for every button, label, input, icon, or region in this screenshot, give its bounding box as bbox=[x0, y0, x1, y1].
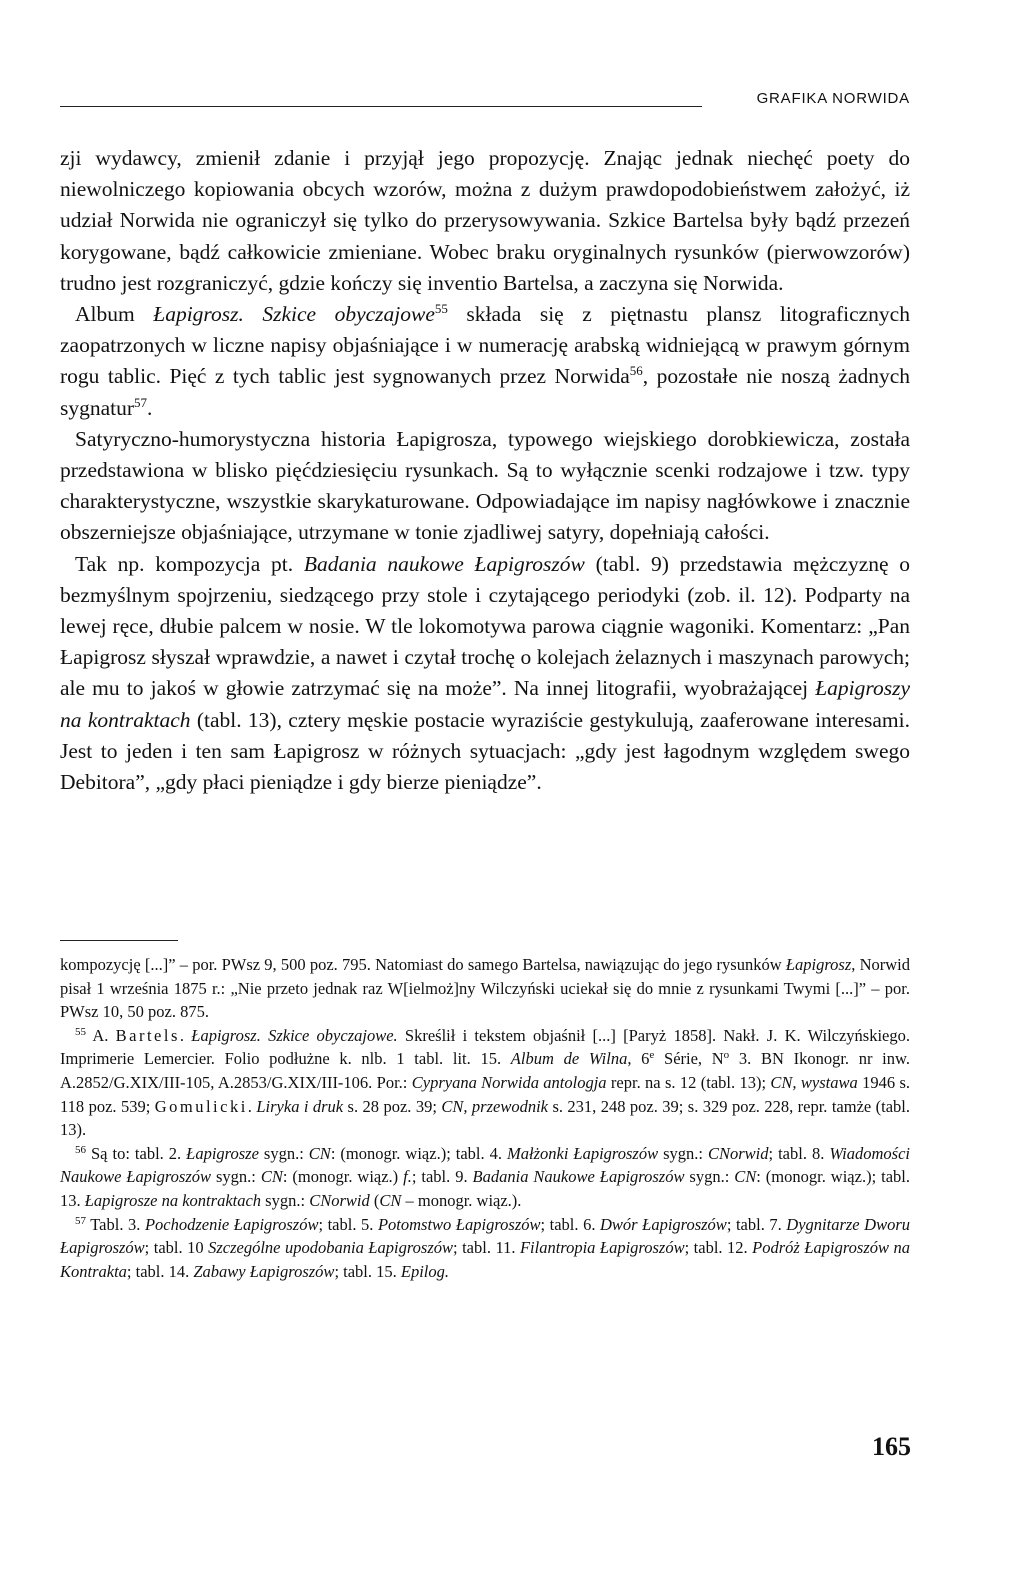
footnote-ref-56: 56 bbox=[629, 363, 643, 379]
paragraph-4: Tak np. kompozycja pt. Badania naukowe Łapigroszów (tabl. 9) przedstawia mężczyznę o bezmyślnym spojrzeniu, siedzącego przy stole i czytającego periodyki (zob. il. 12). Podparty na lewej ręce, dłubie palcem w nosie. W tle lokomotywa parowa ciągnie wagoniki. Komentarz: „Pan Łapigrosz słyszał wprawdzie, a nawet i czytał trochę o kolejach żelaznych i maszynach parowych; ale mu to jakoś w głowie zatrzymać się na może”. Na innej litografii, wyobrażającej Łapigroszy na kontraktach (tabl. 13), cztery męskie postacie wyraziście gestykulują, zaaferowane interesami. Jest to jeden i ten sam Łapigrosz w różnych sytuacjach: „gdy jest łagodnym względem swego Debitora”, „gdy płaci pieniądze i gdy bierze pieniądze”. bbox=[60, 551, 910, 795]
paragraph-3: Satyryczno-humorystyczna historia Łapigrosza, typowego wiejskiego dorobkiewicza, została przedstawiona w blisko pięćdziesięciu rysunkach. Są to wyłącznie scenki rodzajowe i tzw. typy charakterystyczne, wszystkie skarykaturowane. Odpowiadające im napisy nagłówkowe i znacznie obszerniejsze objaśniające, utrzymane w tonie zjadliwej satyry, dopełniają całości. bbox=[60, 426, 910, 545]
main-text bbox=[60, 143, 910, 798]
footnote-56: $^{56}$ Są to: tabl. 2. Łapigrosze sygn.: CN: (monogr. wiąz.); tabl. 4. Małżonki Łapigroszów sygn.: CNorwid; tabl. 8. Wiadomości Naukowe Łapigroszów sygn.: CN: (monogr. wiąz.) f.; tabl. 9. Badania Naukowe Łapigroszów sygn.: CN: (monogr. wiąz.); tabl. 13. Łapigrosze na kontraktach sygn.: CNorwid (CN – monogr. wiąz.). bbox=[60, 1143, 911, 1210]
footnote-55: $^{55}$ A. Bartels. Łapigrosz. Szkice obyczajowe. Skreślił i tekstem objaśnił [...] [Paryż 1858]. Nakł. J. K. Wilczyńskiego. Imprimerie Lemercier. Folio podłużne k. nlb. 1 tabl. lit. 15. Album de Wilna, 6e Série, $N^o$ 3. BN Ikonogr. nr inw. A.2852/G.XIX/III-105, A.2853/G.XIX/III-106. Por.: Cypryana Norwida antologja repr. na s. 12 (tabl. 13); CN, wystawa 1946 s. 118 poz. 539; Gomulicki. Liryka i druk s. 28 poz. 39; CN, przewodnik s. 231, 248 poz. 39; s. 329 poz. 228, repr. tamże (tabl. 13). bbox=[60, 1025, 911, 1140]
running-header-title: GRAFIKA NORWIDA bbox=[756, 90, 910, 107]
footnote-57: $^{57}$ Tabl. 3. Pochodzenie Łapigroszów; tabl. 5. Potomstwo Łapigroszów; tabl. 6. Dwór Łapigroszów; tabl. 7. Dygnitarze Dworu Łapigroszów; tabl. 10 Szczególne upodobania Łapigroszów; tabl. 11. Filantropia Łapigroszów; tabl. 12. Podróż Łapigroszów na Kontrakta; tabl. 14. Zabawy Łapigroszów; tabl. 15. Epilog. bbox=[60, 1214, 911, 1281]
footnote-continuation: kompozycję [...]” – por. PWsz 9, 500 poz. 795. Natomiast do samego Bartelsa, nawiązując do jego rysunków Łapigrosz, Norwid pisał 1 września 1875 r.: „Nie przeto jednak raz W[ielmoż]ny Wilczyński uciekał się do mnie z rysunkami Twymi [...]” – por. PWsz 10, 50 poz. 875. bbox=[60, 955, 910, 1022]
footnote-ref-57: 57 bbox=[134, 394, 148, 410]
footnote-ref-55: 55 bbox=[434, 301, 448, 317]
paragraph-2: Album Łapigrosz. Szkice obyczajowe$^{55}$ składa się z piętnastu plansz litograficznych zaopatrzonych w liczne napisy objaśniające i w numerację arabską widniejącą w prawym górnym rogu tablic. Pięć z tych tablic jest sygnowanych przez Norwida$^{56}$, pozostałe nie noszą żadnych sygnatur$^{57}$. bbox=[60, 301, 910, 420]
page-number: 165 bbox=[872, 1432, 911, 1461]
header-rule bbox=[60, 106, 702, 107]
footnotes bbox=[60, 953, 910, 1283]
footnote-separator bbox=[60, 940, 178, 941]
running-header bbox=[60, 86, 910, 114]
paragraph-1: zji wydawcy, zmienił zdanie i przyjął jego propozycję. Znając jednak niechęć poety do niewolniczego kopiowania obcych wzorów, można z dużym prawdopodobieństwem założyć, iż udział Norwida nie ograniczył się tylko do przerysowywania. Szkice Bartelsa były bądź przezeń korygowane, bądź całkowicie zmieniane. Wobec braku oryginalnych rysunków (pierwowzorów) trudno jest rozgraniczyć, gdzie kończy się inventio Bartelsa, a zaczyna się Norwida. bbox=[60, 146, 910, 295]
